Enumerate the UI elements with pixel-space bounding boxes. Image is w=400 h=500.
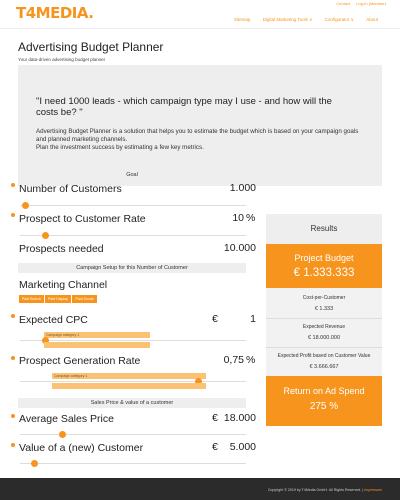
info-dot-customers[interactable] <box>11 183 15 187</box>
project-budget-label: Project Budget <box>294 253 354 263</box>
customer-value-value[interactable]: 5.000 <box>229 441 256 453</box>
pgr-range-bar-lower <box>52 383 206 389</box>
pgr-value[interactable]: 0,75 <box>223 354 244 366</box>
rate-unit: % <box>246 212 256 224</box>
section-campaign: Campaign Setup for this Number of Customer <box>18 263 246 273</box>
info-dot-pgr[interactable] <box>11 356 15 360</box>
paid-social-button[interactable]: Paid Social <box>72 295 97 303</box>
cost-per-customer <box>266 295 382 312</box>
nav-item-about[interactable]: About <box>366 17 378 22</box>
pgr-slider-track[interactable] <box>20 381 246 382</box>
rate-value[interactable]: 10 <box>232 212 244 224</box>
info-dot-customer-value[interactable] <box>11 443 15 447</box>
page-subtitle: Your data-driven advertising budget planner <box>18 57 106 62</box>
customers-slider-handle[interactable] <box>22 202 29 209</box>
customer-value-slider-track[interactable] <box>20 463 246 464</box>
nav-item-configurator[interactable]: Configurator ∨ <box>324 17 354 22</box>
rate-slider-track[interactable] <box>20 235 246 236</box>
expected-revenue-value: € 18.000.000 <box>307 335 341 341</box>
rate-slider-handle[interactable] <box>42 232 49 239</box>
cost-per-customer-label: Cost-per-Customer <box>302 295 346 301</box>
avg-price-slider-track[interactable] <box>20 434 246 435</box>
cpc-label: Expected CPC <box>19 314 88 326</box>
roas-card <box>266 376 382 426</box>
contact-link[interactable]: Contact <box>336 1 351 6</box>
section-goal: Goal <box>18 170 246 180</box>
customer-value-slider-handle[interactable] <box>31 460 38 467</box>
logo[interactable]: T4MEDIA. <box>16 4 94 22</box>
cpc-currency: € <box>212 313 218 325</box>
results-divider-1 <box>266 318 382 319</box>
paid-display-button[interactable]: Paid Display <box>45 295 71 303</box>
intro-box <box>18 65 382 186</box>
expected-profit-label: Expected Profit based on Customer Value <box>277 353 371 359</box>
page-title: Advertising Budget Planner <box>18 40 164 54</box>
avg-price-currency: € <box>212 412 218 424</box>
intro-line-2: Plan the investment success by estimating a few key metrics. <box>36 144 204 151</box>
results-divider-2 <box>266 347 382 348</box>
results-title: Results <box>266 214 382 244</box>
copyright-text: Copyright © 2019 by T4Media GmbH. All Rights Reserved. | <box>267 488 364 492</box>
customers-slider-track[interactable] <box>20 205 246 206</box>
prospects-value: 10.000 <box>223 242 256 254</box>
avg-price-label: Average Sales Price <box>19 413 114 425</box>
roas-value: 275 % <box>309 401 339 412</box>
section-price: Sales Price & value of a customer <box>18 398 246 408</box>
pgr-unit: % <box>246 354 256 366</box>
intro-quote: "I need 1000 leads - which campaign type may I use - and how will the costs be? " <box>36 96 332 118</box>
rate-label: Prospect to Customer Rate <box>19 213 146 225</box>
expected-profit <box>266 353 382 370</box>
info-dot-avg-price[interactable] <box>11 414 15 418</box>
paid-search-button[interactable]: Paid Search <box>19 295 44 303</box>
cpc-range-bar-lower <box>44 342 150 348</box>
main-nav <box>223 17 378 23</box>
footer <box>0 478 400 500</box>
roas-label: Return on Ad Spend <box>283 386 365 396</box>
project-budget-value: € 1.333.333 <box>293 267 355 279</box>
intro-line-1: Advertising Budget Planner is a solution that helps you to estimate the budget which is based on your campaign goals and planned marketing channels. <box>36 128 359 143</box>
customers-label: Number of Customers <box>19 183 122 195</box>
cpc-slider-track[interactable] <box>20 340 246 341</box>
expected-profit-value: € 3.666.667 <box>309 364 339 370</box>
top-links <box>331 1 386 6</box>
pgr-range-label: Campaign category 1 <box>54 374 88 378</box>
info-dot-cpc[interactable] <box>11 314 15 318</box>
cpc-range-label: Campaign category 1 <box>46 333 80 337</box>
customer-value-currency: € <box>212 441 218 453</box>
nav-item-sitemap[interactable]: Sitemap <box>233 17 251 22</box>
marketing-channel-label: Marketing Channel <box>19 279 108 291</box>
customer-value-label: Value of a (new) Customer <box>19 442 144 454</box>
login-link[interactable]: Log-In (Member) <box>356 1 386 6</box>
avg-price-slider-handle[interactable] <box>59 431 66 438</box>
expected-revenue-label: Expected Revenue <box>302 324 346 330</box>
pgr-label: Prospect Generation Rate <box>19 355 141 367</box>
project-budget-card <box>266 244 382 288</box>
expected-revenue <box>266 324 382 341</box>
info-dot-rate[interactable] <box>11 213 15 217</box>
cpc-value[interactable]: 1 <box>250 313 256 325</box>
impressum-link[interactable]: Impressum <box>364 488 382 492</box>
cost-per-customer-value: € 1.333 <box>314 306 334 312</box>
footer-text <box>268 488 382 492</box>
intro-text <box>36 128 366 152</box>
prospects-label: Prospects needed <box>19 243 104 255</box>
avg-price-value[interactable]: 18.000 <box>223 412 256 424</box>
top-bar <box>0 0 400 28</box>
customers-value[interactable]: 1.000 <box>229 182 256 194</box>
nav-item-tools[interactable]: Digital Marketing Tools ∨ <box>262 17 313 22</box>
nav-divider <box>0 28 400 29</box>
